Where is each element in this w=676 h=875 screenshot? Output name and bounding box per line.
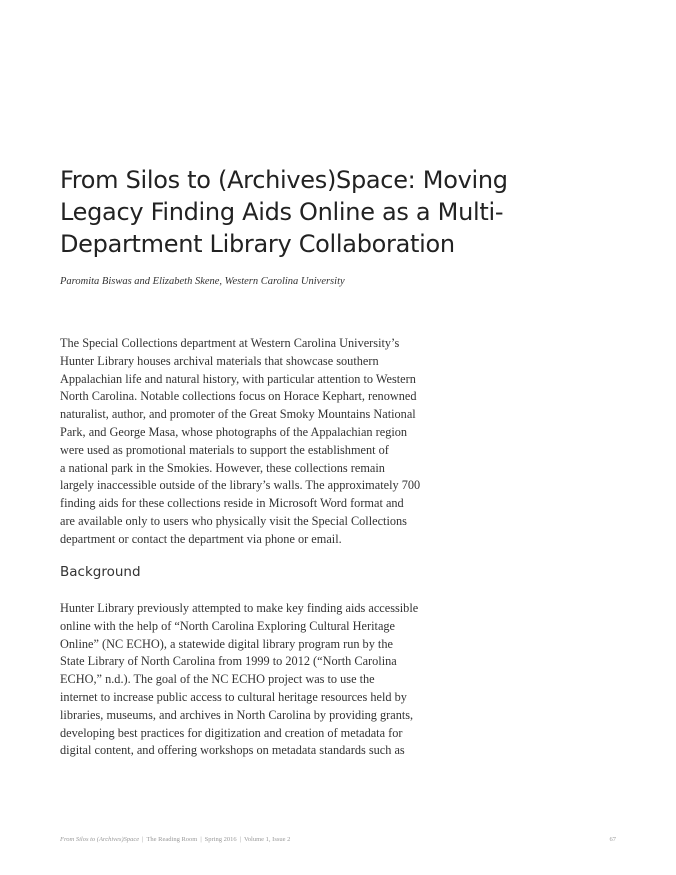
text-line: online with the help of “North Carolina Exploring Cultural Heritage [60, 618, 396, 633]
section-heading-background: Background [60, 564, 141, 580]
footer-volume: Volume 1, Issue 2 [243, 836, 291, 843]
footer-article-title: From Silos to (Archives)Space [60, 836, 140, 843]
running-footer [60, 836, 290, 843]
footer-separator: | [200, 836, 202, 843]
page-number: 67 [609, 836, 616, 843]
text-line: largely inaccessible outside of the library’s walls. The approximately 700 [60, 478, 421, 493]
text-line: a national park in the Smokies. However, these collections remain [60, 460, 385, 475]
text-line: Park, and George Masa, whose photographs of the Appalachian region [60, 424, 408, 439]
text-line: are available only to users who physically visit the Special Collections [60, 513, 407, 528]
text-line: Appalachian life and natural history, with particular attention to Western [60, 371, 416, 386]
text-line: department or contact the department via phone or email. [60, 531, 342, 546]
text-line: Hunter Library previously attempted to make key finding aids accessible [60, 601, 419, 615]
text-line: North Carolina. Notable collections focus on Horace Kephart, renowned [60, 389, 417, 404]
footer-separator: | [239, 836, 241, 843]
text-line: The Special Collections department at Western Carolina University’s [60, 336, 400, 350]
text-line: were used as promotional materials to support the establishment of [60, 442, 389, 457]
text-line: libraries, museums, and archives in North Carolina by providing grants, [60, 707, 414, 722]
text-line: developing best practices for digitization and creation of metadata for [60, 725, 403, 740]
text-line: Online” (NC ECHO), a statewide digital library program run by the [60, 636, 393, 651]
footer-journal: The Reading Room [146, 836, 198, 843]
text-line: digital content, and offering workshops on metadata standards such as [60, 743, 405, 758]
footer-separator: | [142, 836, 144, 843]
text-line: Hunter Library houses archival materials that showcase southern [60, 353, 379, 368]
footer-issue-date: Spring 2016 [204, 836, 237, 843]
text-line: internet to increase public access to cultural heritage resources held by [60, 689, 407, 704]
article-authors: Paromita Biswas and Elizabeth Skene, Western Carolina University [60, 276, 345, 287]
article-title: From Silos to (Archives)Space: Moving Legacy Finding Aids Online as a Multi-Department Library Collaboration [60, 166, 508, 258]
background-paragraph [60, 600, 440, 760]
text-line: ECHO,” n.d.). The goal of the NC ECHO project was to use the [60, 672, 375, 687]
text-line: finding aids for these collections reside in Microsoft Word format and [60, 496, 404, 511]
text-line: State Library of North Carolina from 1999 to 2012 (“North Carolina [60, 654, 397, 669]
text-line: naturalist, author, and promoter of the Great Smoky Mountains National [60, 407, 416, 422]
intro-paragraph [60, 335, 440, 549]
